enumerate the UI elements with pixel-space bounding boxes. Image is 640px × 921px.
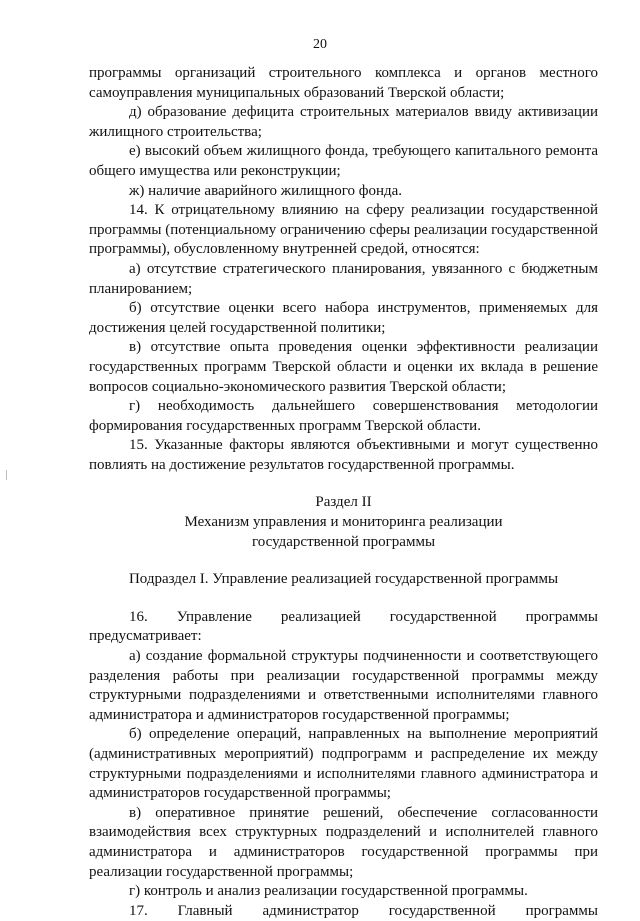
clause-15: 15. Указанные факторы являются объективными и могут существенно повлиять на достижение результатов государственной программы. <box>89 437 598 473</box>
clause-16: 16. Управление реализацией государственной программы предусматривает: <box>89 608 598 645</box>
spacer <box>89 475 598 493</box>
clause-16-item-b: б) определение операций, направленных на выполнение мероприятий (административных мероприятий) подпрограмм и распределение их между структурными подразделениями и исполнителями главного администратора и администраторов государственной программы; <box>89 726 598 802</box>
list-item-d: д) образование дефицита строительных материалов ввиду активизации жилищного строительства; <box>89 104 598 140</box>
section-title-line-1: Механизм управления и мониторинга реализации <box>184 514 503 531</box>
clause-14-item-b: б) отсутствие оценки всего набора инструментов, применяемых для достижения целей государственной политики; <box>89 300 598 336</box>
section-title-line-2: государственной программы <box>251 533 436 550</box>
clause-16-item-v: в) оперативное принятие решений, обеспечение согласованности взаимодействия всех структурных подразделений и исполнителей главного администратора и администраторов государственной программы при реализации государственной программы; <box>89 804 598 880</box>
clause-14-item-a: а) отсутствие стратегического планирования, увязанного с бюджетным планированием; <box>89 260 598 297</box>
clause-14-item-g: г) необходимость дальнейшего совершенствования методологии формирования государственных программ Тверской области. <box>89 398 598 434</box>
clause-16-item-g: г) контроль и анализ реализации государственной программы. <box>129 883 528 900</box>
clause-16-item-a: а) создание формальной структуры подчиненности и соответствующего разделения работы при реализации государственной программы между структурными подразделениями и ответственными исполнителями главного администратора и администраторов государственной программы; <box>89 648 598 723</box>
clause-14: 14. К отрицательному влиянию на сферу реализации государственной программы (потенциальному ограничению сферы реализации государственной программы), обусловленному внутренней средой, относятся: <box>89 202 598 258</box>
spacer <box>89 590 598 608</box>
paragraph-continuation: программы организаций строительного комплекса и органов местного самоуправления муниципальных образований Тверской области; <box>89 65 598 101</box>
clause-14-item-v: в) отсутствие опыта проведения оценки эффективности реализации государственных программ Тверской области и оценки их вклада в решение вопросов социально-экономического развития Тверской области; <box>89 339 598 395</box>
document-body <box>89 64 598 921</box>
section-label: Раздел II <box>315 494 372 511</box>
spacer <box>89 552 598 570</box>
page-number: 20 <box>313 37 327 52</box>
scan-edge-mark <box>6 470 7 480</box>
list-item-zh: ж) наличие аварийного жилищного фонда. <box>129 182 403 199</box>
list-item-e: е) высокий объем жилищного фонда, требующего капитального ремонта общего имущества или реконструкции; <box>89 143 598 179</box>
subsection-title: Подраздел I. Управление реализацией государственной программы <box>128 571 559 588</box>
clause-17: 17. Главный администратор государственной программы <box>129 902 598 919</box>
